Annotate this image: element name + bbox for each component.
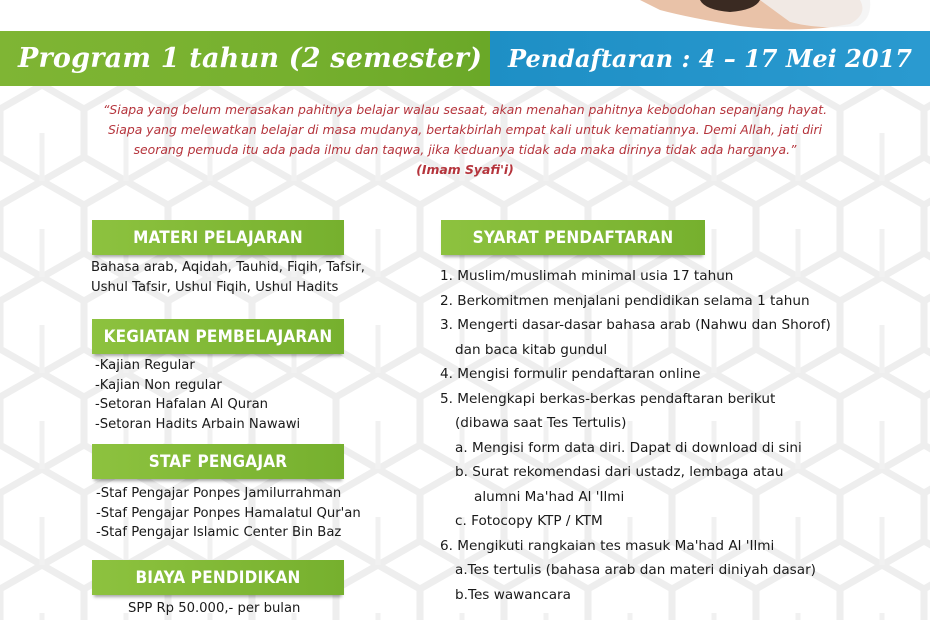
requirement-item: 2. Berkomitmen menjalani pendidikan selama 1 tahun <box>440 292 810 309</box>
requirement-continuation: alumni Ma'had Al 'Ilmi <box>474 488 625 505</box>
requirement-item: 1. Muslim/muslimah minimal usia 17 tahun <box>440 268 734 284</box>
program-title: Program 1 tahun (2 semester) <box>18 43 483 74</box>
list-item: -Setoran Hadits Arbain Nawawi <box>95 416 301 432</box>
requirement-continuation: dan baca kitab gundul <box>455 341 608 358</box>
program-banner <box>0 31 490 86</box>
header-photo <box>0 0 930 32</box>
biaya-heading: BIAYA PENDIDIKAN <box>92 560 344 595</box>
quote-line: “Siapa yang belum merasakan pahitnya belajar walau sesaat, akan menahan pahitnya kebodohan sepanjang hayat. <box>102 102 828 117</box>
list-item: -Staf Pengajar Ponpes Jamilurrahman <box>96 486 342 501</box>
requirement-item: 3. Mengerti dasar-dasar bahasa arab (Nahwu dan Shorof) <box>440 317 831 333</box>
requirement-continuation: (dibawa saat Tes Tertulis) <box>455 415 627 431</box>
list-item: -Staf Pengajar Islamic Center Bin Baz <box>96 525 342 540</box>
quote-line: seorang pemuda itu ada pada ilmu dan taqwa, jika keduanya tidak ada maka dirinya tidak ada harganya.” <box>133 142 797 157</box>
materi-content <box>91 258 365 297</box>
staf-heading: STAF PENGAJAR <box>92 444 344 479</box>
requirement-subitem: b. Surat rekomendasi dari ustadz, lembaga atau <box>455 464 784 480</box>
list-item: -Kajian Non regular <box>95 377 222 393</box>
quote-line: Siapa yang melewatkan belajar di masa mudanya, bertakbirlah empat kali untuk kematiannya. Demi Allah, jati diri <box>107 122 823 137</box>
requirement-item: 4. Mengisi formulir pendaftaran online <box>440 366 701 382</box>
requirement-item: 5. Melengkapi berkas-berkas pendaftaran berikut <box>440 390 776 407</box>
requirement-item: 6. Mengikuti rangkaian tes masuk Ma'had Al 'Ilmi <box>440 537 775 554</box>
kegiatan-heading: KEGIATAN PEMBELAJARAN <box>92 319 344 354</box>
materi-line: Bahasa arab, Aqidah, Tauhid, Fiqih, Tafsir, <box>91 260 365 275</box>
requirement-subitem: a.Tes tertulis (bahasa arab dan materi diniyah dasar) <box>455 562 816 578</box>
spp-fee: SPP Rp 50.000,- per bulan <box>128 601 301 616</box>
list-item: -Setoran Hafalan Al Quran <box>95 397 269 412</box>
list-item: -Kajian Regular <box>95 358 195 373</box>
quote-author: (Imam Syafi'i) <box>416 162 514 177</box>
staf-list <box>96 484 361 543</box>
materi-heading: MATERI PELAJARAN <box>92 220 344 255</box>
requirement-subitem: c. Fotocopy KTP / KTM <box>455 513 603 529</box>
registration-date: Pendaftaran : 4 – 17 Mei 2017 <box>508 44 912 73</box>
syarat-heading: SYARAT PENDAFTARAN <box>441 220 705 255</box>
requirements-list <box>440 264 831 607</box>
quote <box>0 100 930 180</box>
materi-line: Ushul Tafsir, Ushul Fiqih, Ushul Hadits <box>91 279 339 295</box>
requirement-subitem: a. Mengisi form data diri. Dapat di download di sini <box>455 439 802 456</box>
registration-banner <box>490 31 930 86</box>
kegiatan-list <box>95 356 300 434</box>
list-item: -Staf Pengajar Ponpes Hamalatul Qur'an <box>96 505 361 521</box>
requirement-subitem: b.Tes wawancara <box>455 586 571 603</box>
